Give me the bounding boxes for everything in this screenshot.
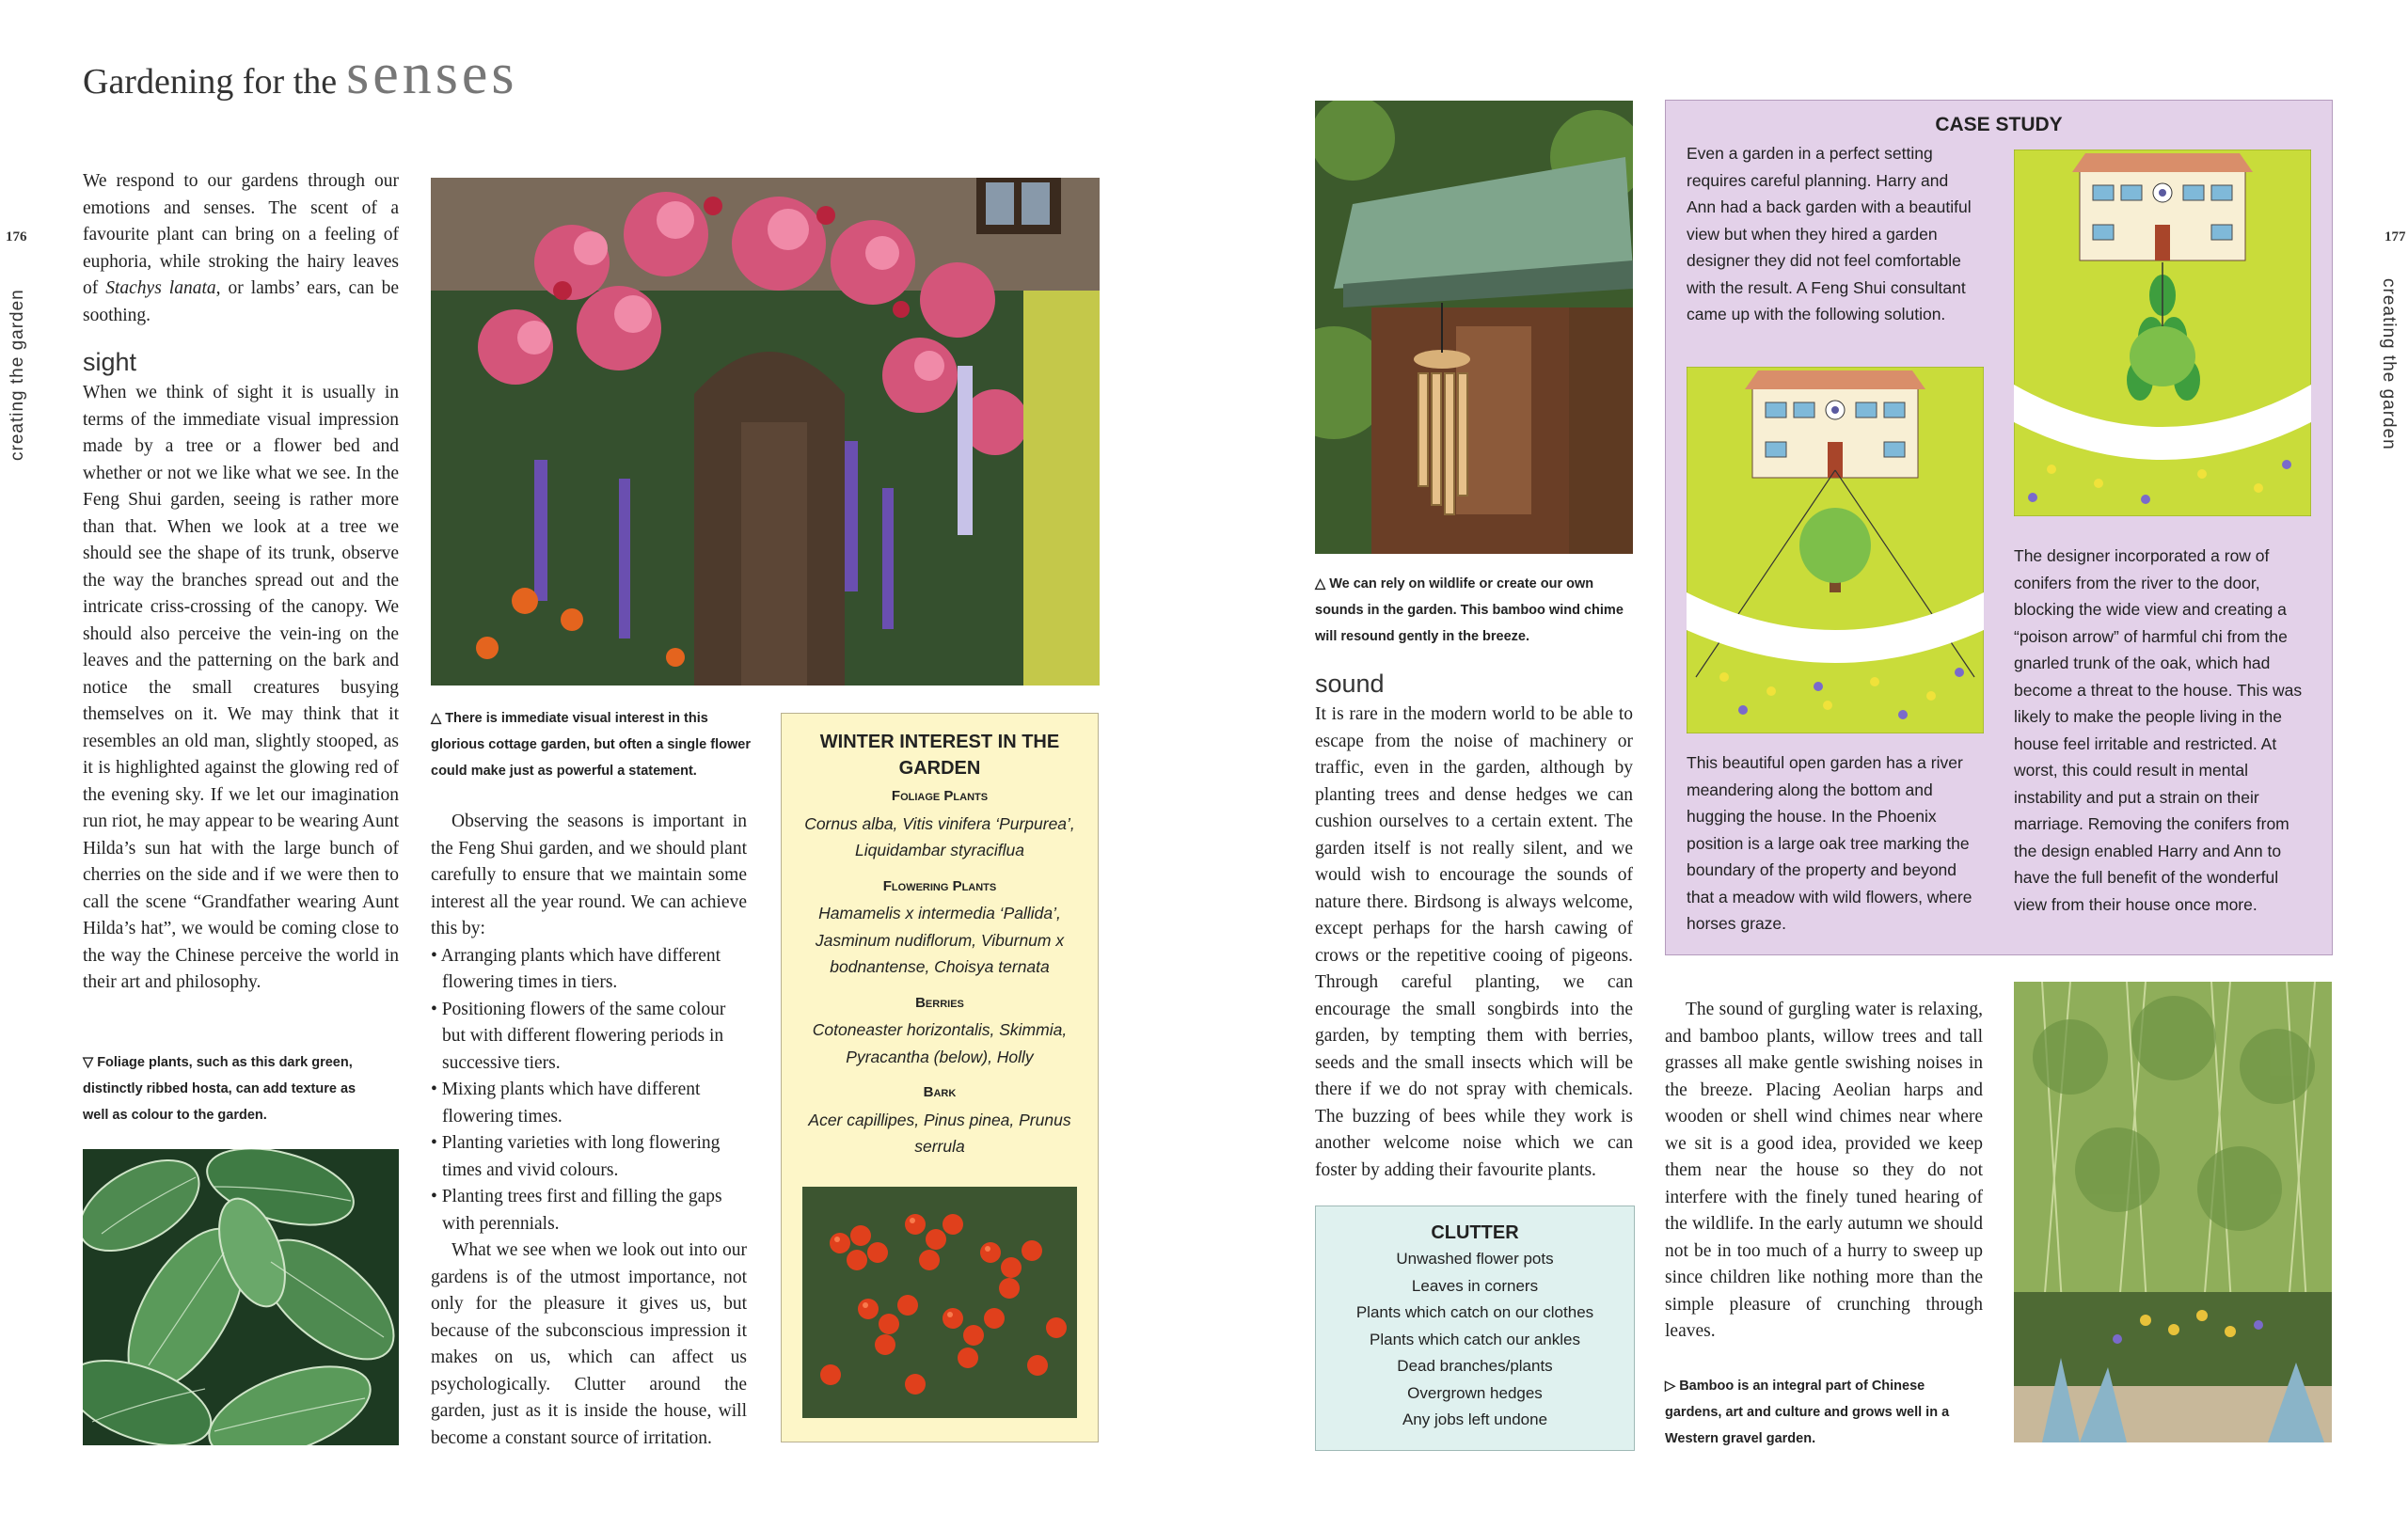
conifers-text: The designer incorporated a row of conifers from the river to the door, blocking the wide view and creating a “poison arrow” of harmful chi from the gnarled trunk of the oak, which had become a threat to the house. This was likely to make the people living in the house feel irritable and restricted. At worst, this could result in mental instability and put a strain on their marriage. Removing the conifers from the design enabled Harry and Ann to have the full benefit of the wonderful view from their house once more. bbox=[2014, 546, 2303, 914]
sound-heading: sound bbox=[1315, 670, 1385, 698]
intro-text-2: , or lambs’ ears, can be soothing. bbox=[83, 278, 400, 325]
up-triangle-icon: △ bbox=[431, 711, 442, 726]
berries-text: Cotoneaster horizontalis, Skimmia, Pyracantha (below), Holly bbox=[812, 1020, 1068, 1066]
case-study-intro: Even a garden in a perfect setting requires careful planning. Harry and Ann had a back garden with a beautiful view but when they hired a garden designer they did not feel comfortable with the result. A Feng Shui consultant came up with the following solution. bbox=[1687, 144, 1972, 323]
running-head-right: creating the garden bbox=[2379, 278, 2399, 450]
list-item: Plants which catch on our clothes bbox=[1355, 1303, 1594, 1321]
winter-interest-box bbox=[781, 713, 1099, 1442]
clutter-box-title: CLUTTER bbox=[1431, 1222, 1519, 1243]
winter-box-title: WINTER INTEREST IN THE GARDEN bbox=[819, 732, 1060, 779]
list-item: Plants which catch our ankles bbox=[1370, 1330, 1580, 1348]
list-item: • Arranging plants which have different flowering times in tiers. bbox=[431, 945, 721, 992]
list-item: Leaves in corners bbox=[1411, 1276, 1539, 1295]
intro-text-1: We respond to our gardens through our emotions and senses. The scent of a favourite plant can bring on a feeling of euphoria, while stroking the hairy leaves of bbox=[83, 171, 399, 298]
sound-text: It is rare in the modern world to be able to escape from the noise of machinery or traffic, even in the garden, although by planting trees and dense hedges we can cushion ourselves to a certain extent. The garden itself is not really silent, and we would wish to encourage the sounds of nature there. Birdsong is always welcome, except perhaps for the harsh cawing of crows or the repetitive cooing of pigeons. Through careful planting, we can encourage the small songbirds into the garden, by tempting them with berries, seeds and the small insects which will be there if we do not spray with chemicals. The buzzing of bees while they work is another welcome noise which we can foster by adding their favourite plants. bbox=[1315, 704, 1633, 1180]
cottage-garden-photo bbox=[431, 178, 1100, 686]
clutter-paragraph: What we see when we look out into our gardens is of the utmost importance, not only for the pleasure it gives us, but because of the subconscious impression it makes on us, which can affect us psychologically. Clutter around the garden, just as it is inside the house, will become a constant source of irritation. bbox=[431, 1240, 747, 1448]
sight-text: When we think of sight it is usually in terms of the immediate visual impression made by a tree or a flower bed and whether or not we like what we see. In the Feng Shui garden, seeing is rather more than that. When we look at a tree we should see the shape of its trunk, observe the way the branches spread out and the intricate criss-crossing of the canopy. We should also perceive the vein-ing on the leaves and the patterning on the bark and notice the small creatures busying themselves on it. We may think that it resembles an old man, slightly stooped, as it is highlighted against the glowing red of the evening sky. If we let our imagination run riot, he may appear to be wearing Aunt Hilda’s sun hat with the large bunch of cherries on the side and if we were then to call the scene “Grandfather wearing Aunt Hilda’s hat”, we would be coming close to the way the Chinese perceive the world in their art and philosophy. bbox=[83, 383, 399, 992]
open-garden-illustration bbox=[1687, 367, 1984, 733]
page-title-word: senses bbox=[346, 42, 518, 106]
up-triangle-icon: △ bbox=[1315, 576, 1326, 591]
hosta-caption-text: Foliage plants, such as this dark green, distinctly ribbed hosta, can add texture as well as colour to the garden. bbox=[83, 1055, 356, 1123]
foliage-heading: Foliage Plants bbox=[891, 788, 989, 804]
berries-heading: Berries bbox=[915, 994, 964, 1011]
hosta-caption bbox=[83, 1049, 374, 1128]
sight-paragraph bbox=[83, 380, 399, 997]
cottage-caption bbox=[431, 705, 762, 784]
page-number-left: 176 bbox=[6, 229, 27, 244]
sound-paragraph bbox=[1315, 701, 1633, 1184]
right-triangle-icon: ▷ bbox=[1665, 1379, 1676, 1394]
down-triangle-icon: ▽ bbox=[83, 1055, 94, 1070]
chime-caption bbox=[1315, 571, 1635, 650]
case-study-box bbox=[1665, 100, 2333, 955]
flowering-heading: Flowering Plants bbox=[882, 877, 997, 894]
page-number-right: 177 bbox=[2384, 229, 2406, 244]
clutter-box bbox=[1315, 1206, 1635, 1451]
list-item: • Mixing plants which have different flowering times. bbox=[431, 1080, 701, 1127]
case-study-title: CASE STUDY bbox=[1935, 114, 2063, 135]
list-item: • Planting varieties with long flowering times and vivid colours. bbox=[431, 1133, 721, 1180]
list-item: Unwashed flower pots bbox=[1396, 1250, 1554, 1268]
gurgling-paragraph bbox=[1665, 997, 1983, 1346]
flowering-text: Hamamelis x intermedia ‘Pallida’, Jasminum nudiflorum, Viburnum x bodnantense, Choisya ternata bbox=[815, 904, 1065, 976]
chime-caption-text: We can rely on wildlife or create our own sounds in the garden. This bamboo wind chime will resound gently in the breeze. bbox=[1315, 576, 1624, 644]
cottage-caption-text: There is immediate visual interest in this glorious cottage garden, but often a single flower could make just as powerful a statement. bbox=[431, 711, 751, 779]
list-item: Overgrown hedges bbox=[1407, 1383, 1543, 1402]
page-title bbox=[83, 41, 518, 108]
seasons-paragraph: Observing the seasons is important in the Feng Shui garden, and we should plant carefully to ensure that we maintain some interest all the year round. We can achieve this by: bbox=[431, 812, 747, 938]
list-item: Any jobs left undone bbox=[1402, 1411, 1548, 1428]
foliage-text: Cornus alba, Vitis vinifera ‘Purpurea’, Liquidambar styraciflua bbox=[804, 813, 1075, 859]
wind-chime-photo bbox=[1315, 101, 1633, 554]
hosta-photo bbox=[83, 1149, 399, 1445]
bark-heading: Bark bbox=[923, 1084, 957, 1100]
list-item: • Planting trees first and filling the gaps with perennials. bbox=[431, 1187, 722, 1234]
bamboo-caption bbox=[1665, 1373, 1975, 1452]
page-title-prefix: Gardening for the bbox=[83, 62, 338, 102]
running-head-left: creating the garden bbox=[8, 289, 27, 461]
season-bullet-list bbox=[431, 943, 747, 1238]
list-item: Dead branches/plants bbox=[1397, 1357, 1553, 1375]
list-item: • Positioning flowers of the same colour but with different flowering periods in successive tiers. bbox=[431, 999, 726, 1073]
pyracantha-photo bbox=[802, 1187, 1077, 1418]
seasons-column bbox=[431, 809, 747, 1452]
open-garden-text: This beautiful open garden has a river meandering along the bottom and hugging the house. In the Phoenix position is a large oak tree marking the boundary of the property and beyond that a meadow with wild flowers, where horses graze. bbox=[1687, 753, 1972, 933]
intro-paragraph bbox=[83, 168, 399, 329]
bamboo-caption-text: Bamboo is an integral part of Chinese gardens, art and culture and grows well in a Western gravel garden. bbox=[1665, 1379, 1950, 1446]
sight-heading: sight bbox=[83, 348, 137, 376]
bark-text: Acer capillipes, Pinus pinea, Prunus serrula bbox=[808, 1110, 1071, 1156]
gurgling-text: The sound of gurgling water is relaxing, and bamboo plants, willow trees and tall grasses all make gentle swishing noises in the breeze. Placing Aeolian harps and wooden or shell wind chimes near where we sit is a good idea, provided we keep them near the house so they do not interfere with the finely tuned hearing of the wildlife. In the early autumn we should not be in too much of a hurry to sweep up since children like nothing more than the simple pleasure of crunching through leaves. bbox=[1665, 1000, 1983, 1341]
intro-plant-name: Stachys lanata bbox=[105, 278, 216, 298]
garden-illustration-with-conifers bbox=[2014, 150, 2311, 516]
bamboo-photo bbox=[2014, 982, 2332, 1442]
